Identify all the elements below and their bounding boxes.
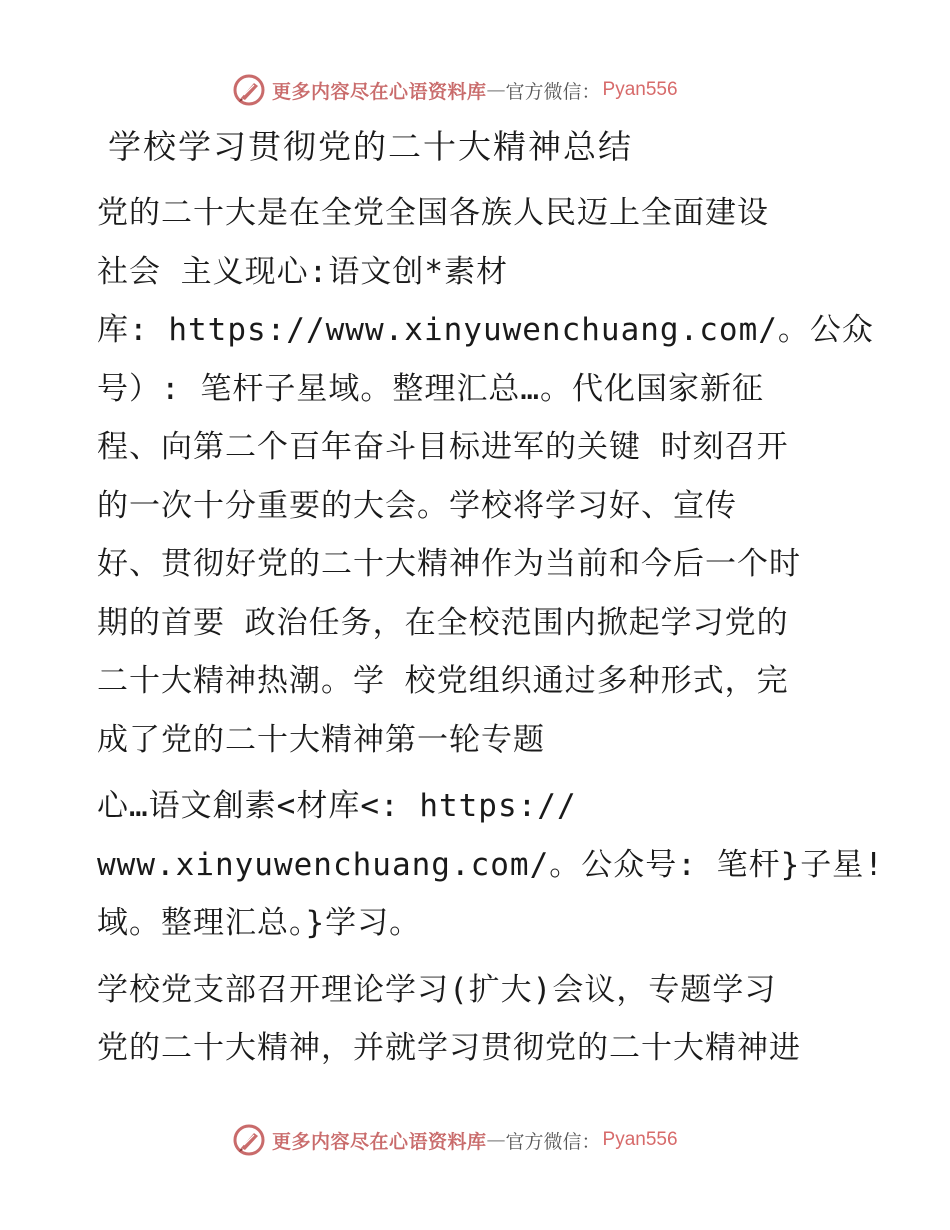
quill-pen-logo-icon	[232, 73, 266, 107]
watermark-separator: —	[486, 1129, 506, 1151]
paragraph-line: 党的二十大是在全党全国各族人民迈上全面建设	[97, 195, 769, 231]
header-watermark	[232, 70, 732, 110]
paragraph-3	[97, 961, 857, 1078]
paragraph-line: 社会 主义现心:语文创*素材	[97, 253, 508, 290]
paragraph-1	[97, 184, 874, 769]
paragraph-line: 好、贯彻好党的二十大精神作为当前和今后一个时	[97, 546, 801, 582]
paragraph-line: 二十大精神热潮。学 校党组织通过多种形式，完	[97, 663, 789, 699]
watermark-wechat-id: Pyan556	[602, 79, 678, 100]
paragraph-line: 期的首要 政治任务，在全校范围内掀起学习党的	[97, 604, 789, 641]
paragraph-2	[97, 777, 884, 953]
paragraph-line: 程、向第二个百年奋斗目标进军的关键 时刻召开	[97, 429, 789, 465]
paragraph-line: 党的二十大精神，并就学习贯彻党的二十大精神进	[97, 1030, 801, 1066]
paragraph-line: 成了党的二十大精神第一轮专题	[97, 721, 545, 758]
paragraph-line: 的一次十分重要的大会。学校将学习好、宣传	[97, 487, 737, 524]
watermark-wechat-label: 官方微信：	[505, 1130, 601, 1153]
footer-watermark	[232, 1120, 732, 1160]
paragraph-line: 号）: 笔杆子星域。整理汇总…。代化国家新征	[97, 370, 764, 407]
quill-pen-logo-icon	[232, 1123, 266, 1157]
paragraph-line: 域。整理汇总。}学习。	[97, 905, 422, 941]
paragraph-line: 学校党支部召开理论学习(扩大)会议，专题学习	[97, 971, 777, 1008]
watermark-wechat-label: 官方微信：	[505, 80, 601, 103]
paragraph-line: 心…语文創素<材库<: https://	[97, 788, 577, 824]
document-title: 学校学习贯彻党的二十大精神总结	[108, 127, 633, 166]
watermark-wechat-id: Pyan556	[602, 1129, 678, 1150]
watermark-site-text: 更多内容尽在心语资料库	[272, 1130, 487, 1153]
document-body	[97, 118, 884, 1086]
watermark-site-text: 更多内容尽在心语资料库	[272, 80, 487, 103]
paragraph-line: 库: https://www.xinyuwenchuang.com/。公众	[97, 312, 874, 348]
watermark-separator: —	[486, 79, 506, 101]
paragraph-line: www.xinyuwenchuang.com/。公众号: 笔杆}子星!	[97, 846, 884, 883]
